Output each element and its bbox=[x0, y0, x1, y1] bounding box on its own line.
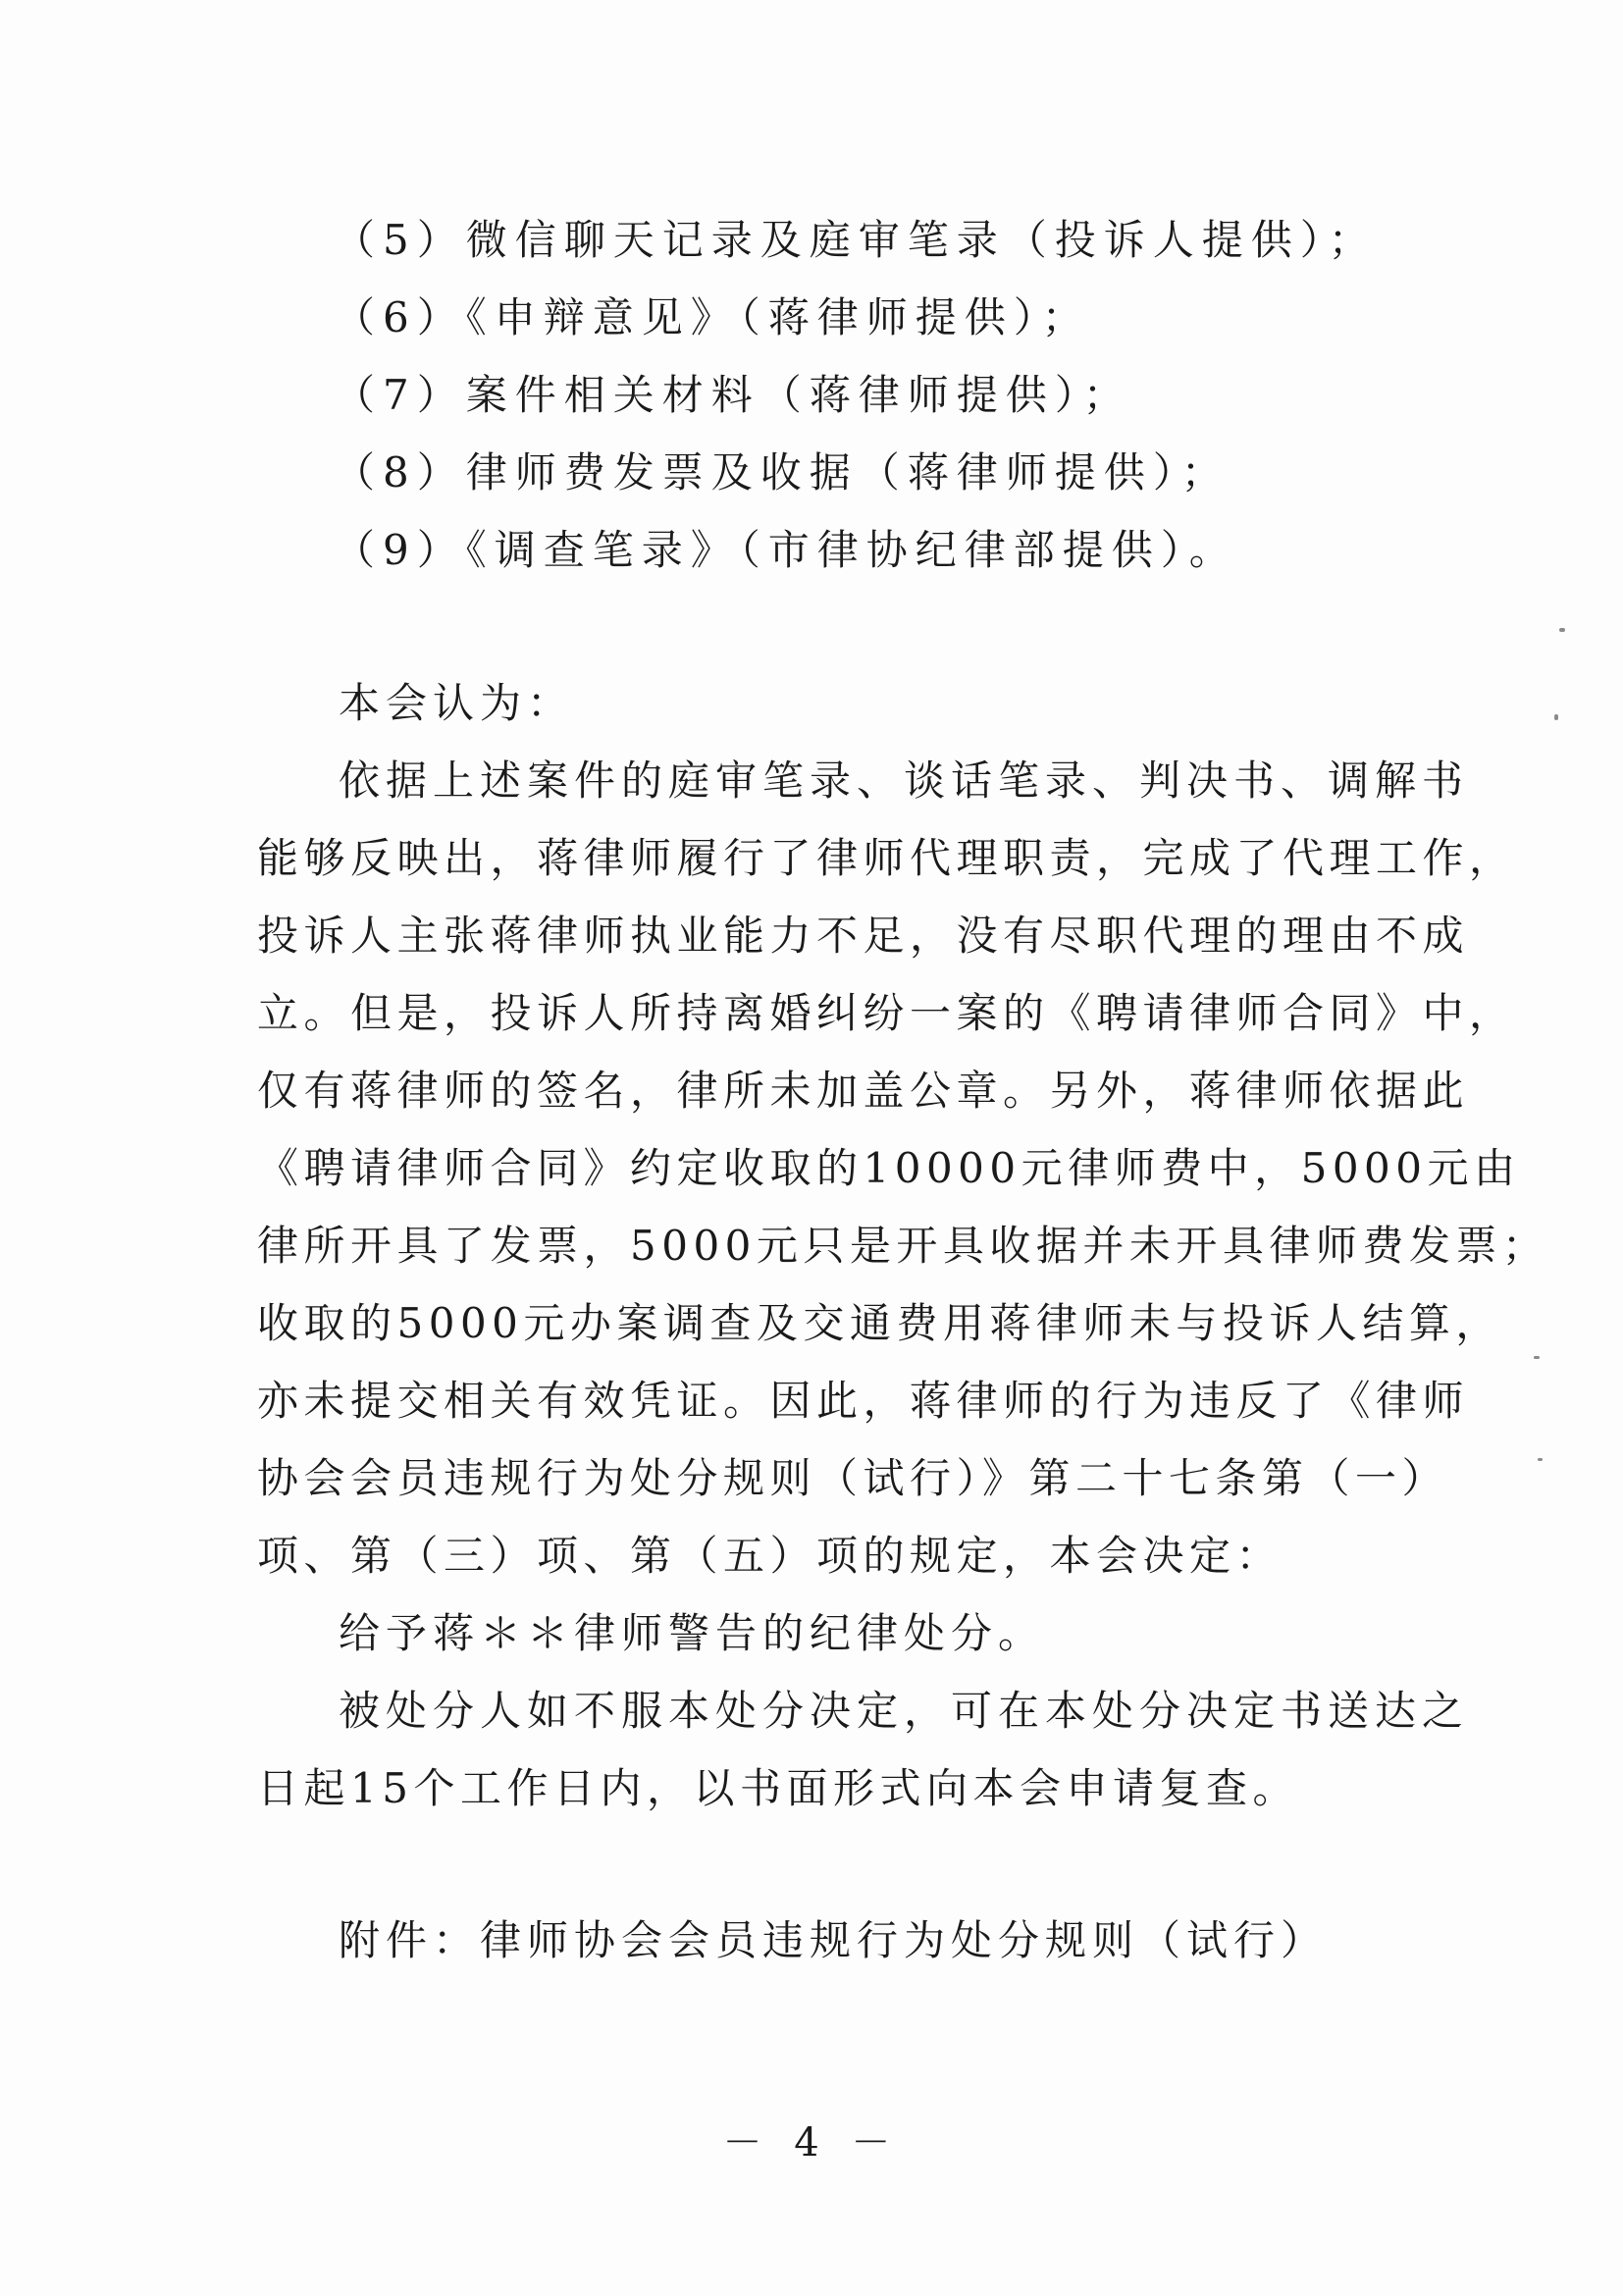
finding-line: 立。但是，投诉人所持离婚纠纷一案的《聘请律师合同》中， bbox=[257, 989, 1516, 1037]
scan-speck bbox=[1554, 714, 1558, 720]
appeal-line: 被处分人如不服本处分决定，可在本处分决定书送达之 bbox=[339, 1687, 1470, 1735]
finding-line: 协会会员违规行为处分规则（试行）》第二十七条第（一） bbox=[257, 1454, 1449, 1502]
appeal-line: 日起15个工作日内，以书面形式向本会申请复查。 bbox=[257, 1764, 1299, 1812]
finding-line: 能够反映出，蒋律师履行了律师代理职责，完成了代理工作， bbox=[257, 834, 1516, 882]
finding-line: 收取的5000元办案调查及交通费用蒋律师未与投诉人结算， bbox=[257, 1299, 1502, 1347]
finding-line: 律所开具了发票，5000元只是开具收据并未开具律师费发票； bbox=[257, 1222, 1549, 1270]
scan-speck bbox=[1534, 1356, 1540, 1359]
evidence-item-9: （9）《调查笔录》（市律协纪律部提供）。 bbox=[334, 526, 1238, 574]
evidence-item-6: （6）《申辩意见》（蒋律师提供）； bbox=[334, 293, 1091, 341]
finding-line: 亦未提交相关有效凭证。因此，蒋律师的行为违反了《律师 bbox=[257, 1377, 1470, 1425]
evidence-item-8: （8）律师费发票及收据（蒋律师提供）； bbox=[334, 448, 1230, 496]
scan-speck bbox=[1538, 1458, 1543, 1461]
scan-speck bbox=[1559, 628, 1565, 632]
evidence-item-7: （7）案件相关材料（蒋律师提供）； bbox=[334, 371, 1132, 419]
decision-text: 给予蒋＊＊律师警告的纪律处分。 bbox=[339, 1609, 1046, 1657]
finding-line: 投诉人主张蒋律师执业能力不足，没有尽职代理的理由不成 bbox=[257, 912, 1470, 960]
attachment-note: 附件：律师协会会员违规行为处分规则（试行） bbox=[339, 1916, 1329, 1964]
evidence-item-5: （5）微信聊天记录及庭审笔录（投诉人提供）； bbox=[334, 216, 1378, 264]
finding-line: 依据上述案件的庭审笔录、谈话笔录、判决书、调解书 bbox=[339, 757, 1470, 805]
finding-heading: 本会认为： bbox=[339, 679, 575, 727]
finding-line: 《聘请律师合同》约定收取的10000元律师费中，5000元由 bbox=[257, 1144, 1521, 1192]
finding-line: 项、第（三）项、第（五）项的规定，本会决定： bbox=[257, 1532, 1283, 1580]
page-number: － 4 － bbox=[722, 2120, 901, 2166]
finding-line: 仅有蒋律师的签名，律所未加盖公章。另外，蒋律师依据此 bbox=[257, 1067, 1470, 1115]
